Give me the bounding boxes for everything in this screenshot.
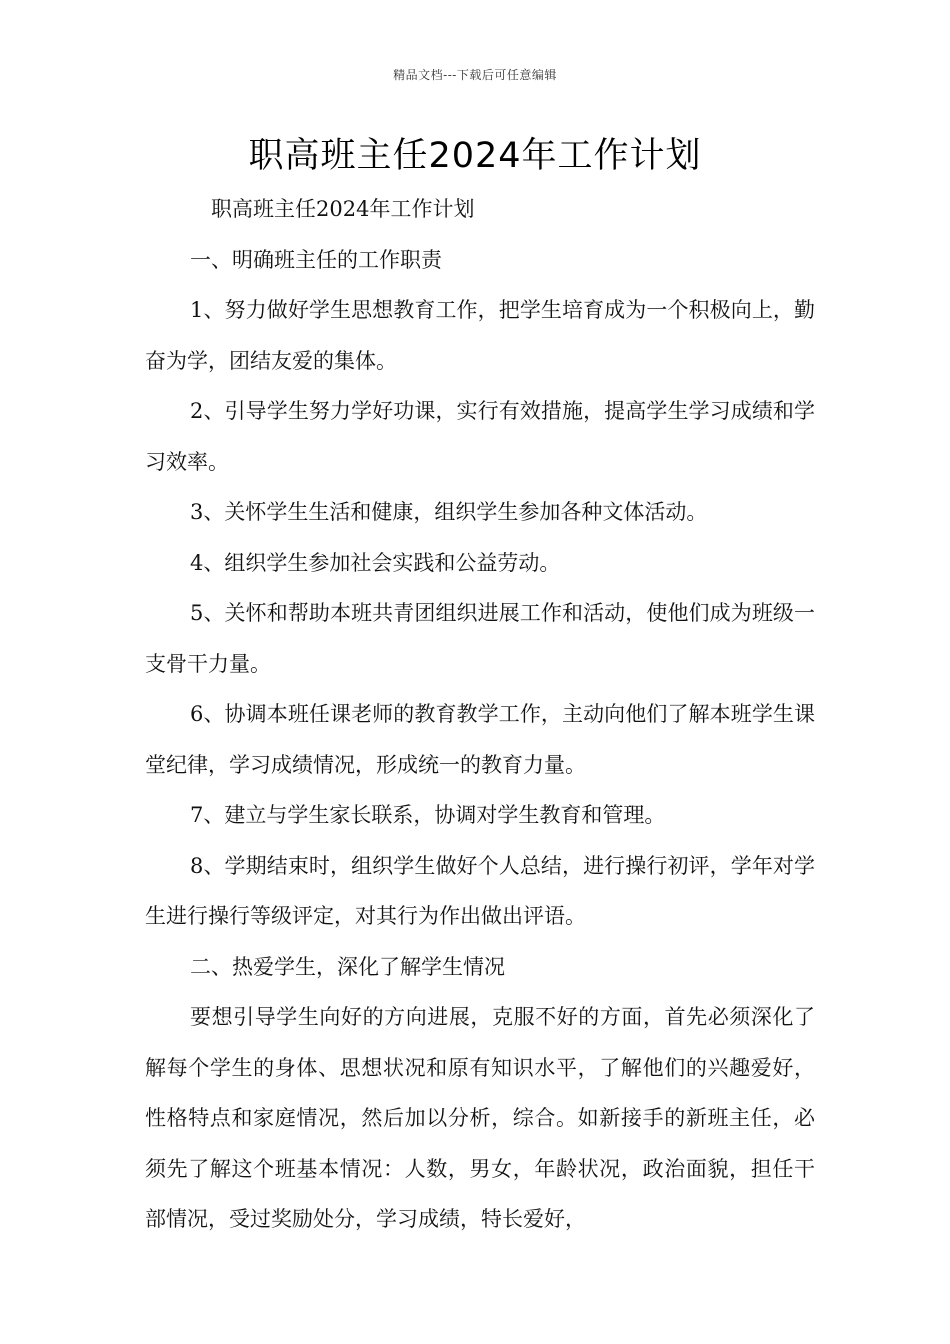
duty-item-1: 1、努力做好学生思想教育工作，把学生培育成为一个积极向上，勤奋为学，团结友爱的集体。 bbox=[145, 298, 815, 373]
duty-item-3: 3、关怀学生生活和健康，组织学生参加各种文体活动。 bbox=[190, 500, 708, 524]
header-note: 精品文档---下载后可任意编辑 bbox=[393, 68, 557, 82]
duty-item-7: 7、建立与学生家长联系，协调对学生教育和管理。 bbox=[190, 803, 666, 827]
section-heading-2: 二、热爱学生，深化了解学生情况 bbox=[190, 954, 505, 979]
duty-item-4: 4、组织学生参加社会实践和公益劳动。 bbox=[190, 550, 561, 575]
duty-item-6: 6、协调本班任课老师的教育教学工作，主动向他们了解本班学生课堂纪律，学习成绩情况，形成统一的教育力量。 bbox=[145, 702, 815, 777]
body-paragraph: 要想引导学生向好的方向进展，克服不好的方面，首先必须深化了解每个学生的身体、思想状况和原有知识水平，了解他们的兴趣爱好，性格特点和家庭情况，然后加以分析，综合。如新接手的新班主任，必须先了解这个班基本情况：人数，男女，年龄状况，政治面貌，担任干部情况，受过奖励处分，学习成绩，特长爱好， bbox=[145, 1005, 815, 1231]
duty-item-5: 5、关怀和帮助本班共青团组织进展工作和活动，使他们成为班级一支骨干力量。 bbox=[145, 601, 815, 676]
subtitle-paragraph: 职高班主任2024年工作计划 bbox=[211, 197, 475, 221]
document-body bbox=[145, 184, 815, 1245]
duty-item-8: 8、学期结束时，组织学生做好个人总结，进行操行初评，学年对学生进行操行等级评定，对其行为作出做出评语。 bbox=[145, 853, 815, 928]
document-title: 职高班主任2024年工作计划 bbox=[248, 136, 702, 176]
section-heading-1: 一、明确班主任的工作职责 bbox=[190, 247, 442, 272]
duty-item-2: 2、引导学生努力学好功课，实行有效措施，提高学生学习成绩和学习效率。 bbox=[145, 399, 815, 474]
